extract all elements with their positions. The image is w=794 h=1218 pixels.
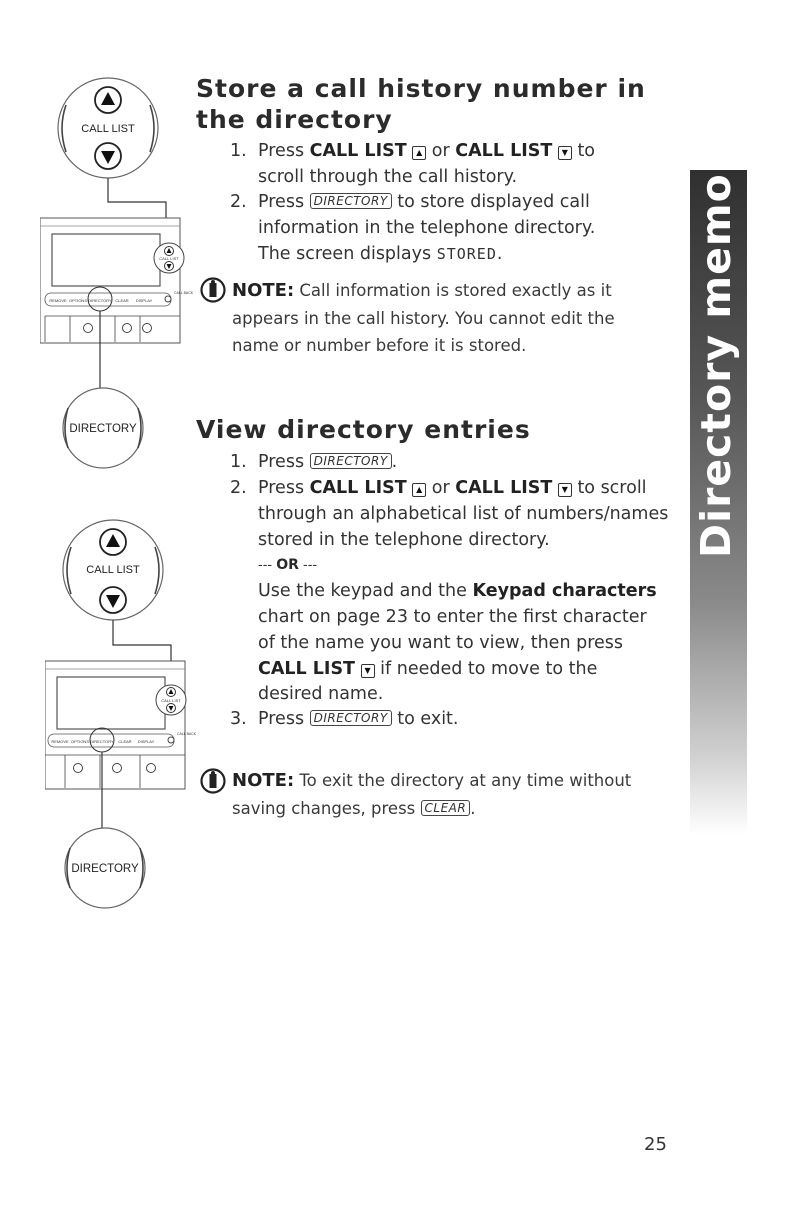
section-title-store-call-history: Store a call history number in the directory: [196, 74, 646, 134]
store-step-1: 1. Press CALL LIST ▲ or CALL LIST ▼ to scroll through the call history.: [230, 141, 596, 187]
note-info-icon: [200, 277, 226, 303]
svg-text:DIRECTORY: DIRECTORY: [88, 298, 112, 303]
store-step-2: 2. Press DIRECTORY to store displayed call information in the telephone directory. The screen displays STORED.: [230, 192, 596, 264]
note-info-icon: [200, 768, 226, 794]
chapter-side-tab: [690, 124, 747, 835]
note-store: NOTE: Call information is stored exactly as it appears in the call history. You cannot edit the name or number before it is stored.: [232, 280, 615, 355]
directory-label: DIRECTORY: [71, 863, 139, 875]
svg-text:DIRECTORY: DIRECTORY: [90, 739, 114, 744]
directory-key: DIRECTORY: [310, 193, 392, 209]
clear-key: CLEAR: [421, 800, 471, 816]
telephone-panel-illustration: [40, 218, 194, 343]
view-step-3: 3. Press DIRECTORY to exit.: [230, 709, 459, 729]
figure-view-directory: [45, 505, 200, 915]
call-list-up-icon: [100, 529, 126, 555]
call-list-down-icon: [95, 143, 121, 169]
svg-text:DISPLAY: DISPLAY: [137, 739, 155, 744]
or-separator: --- OR ---: [258, 557, 318, 574]
chapter-side-tab-label: Directory memory: [692, 124, 740, 558]
svg-text:CALL LIST: CALL LIST: [161, 698, 181, 703]
svg-text:OPTIONS: OPTIONS: [70, 739, 90, 744]
directory-key: DIRECTORY: [310, 453, 392, 469]
call-list-label: CALL LIST: [86, 564, 140, 576]
down-arrow-key-icon: ▼: [558, 146, 572, 160]
svg-text:CLEAR: CLEAR: [115, 298, 129, 303]
note-exit-directory: NOTE: To exit the directory at any time without saving changes, press CLEAR .: [232, 770, 632, 818]
svg-text:CALL LIST: CALL LIST: [159, 256, 179, 261]
down-arrow-key-icon: ▼: [558, 483, 572, 497]
svg-text:CALL BACK: CALL BACK: [177, 732, 197, 736]
figure-store-history: [40, 70, 195, 470]
svg-text:OPTIONS: OPTIONS: [68, 298, 88, 303]
page-number: 25: [644, 1134, 667, 1155]
call-list-down-icon: [100, 587, 126, 613]
up-arrow-key-icon: ▲: [412, 146, 426, 160]
svg-text:REMOVE: REMOVE: [49, 298, 67, 303]
telephone-panel-illustration: [45, 661, 197, 789]
directory-label: DIRECTORY: [69, 423, 137, 435]
up-arrow-key-icon: ▲: [412, 483, 426, 497]
view-step-1: 1. Press DIRECTORY .: [230, 452, 398, 472]
call-list-label: CALL LIST: [81, 123, 135, 135]
svg-text:REMOVE: REMOVE: [51, 739, 69, 744]
view-step-2: 2. Press CALL LIST ▲ or CALL LIST ▼ to scroll through an alphabetical list of numbers/names stored in the telephone directory. --- OR --- Use the keypad and the Keypad characters chart on page 23 to enter the first character of the name you want to view, then press CALL LIST ▼ if needed to move to the desired name.: [258, 476, 678, 708]
directory-key: DIRECTORY: [310, 710, 392, 726]
svg-text:CLEAR: CLEAR: [118, 739, 132, 744]
lcd-stored-text: STORED: [436, 244, 497, 263]
down-arrow-key-icon: ▼: [361, 664, 375, 678]
call-list-up-icon: [95, 87, 121, 113]
svg-text:CALL BACK: CALL BACK: [174, 291, 194, 295]
svg-text:DISPLAY: DISPLAY: [135, 298, 153, 303]
section-title-view-directory: View directory entries: [196, 415, 531, 444]
